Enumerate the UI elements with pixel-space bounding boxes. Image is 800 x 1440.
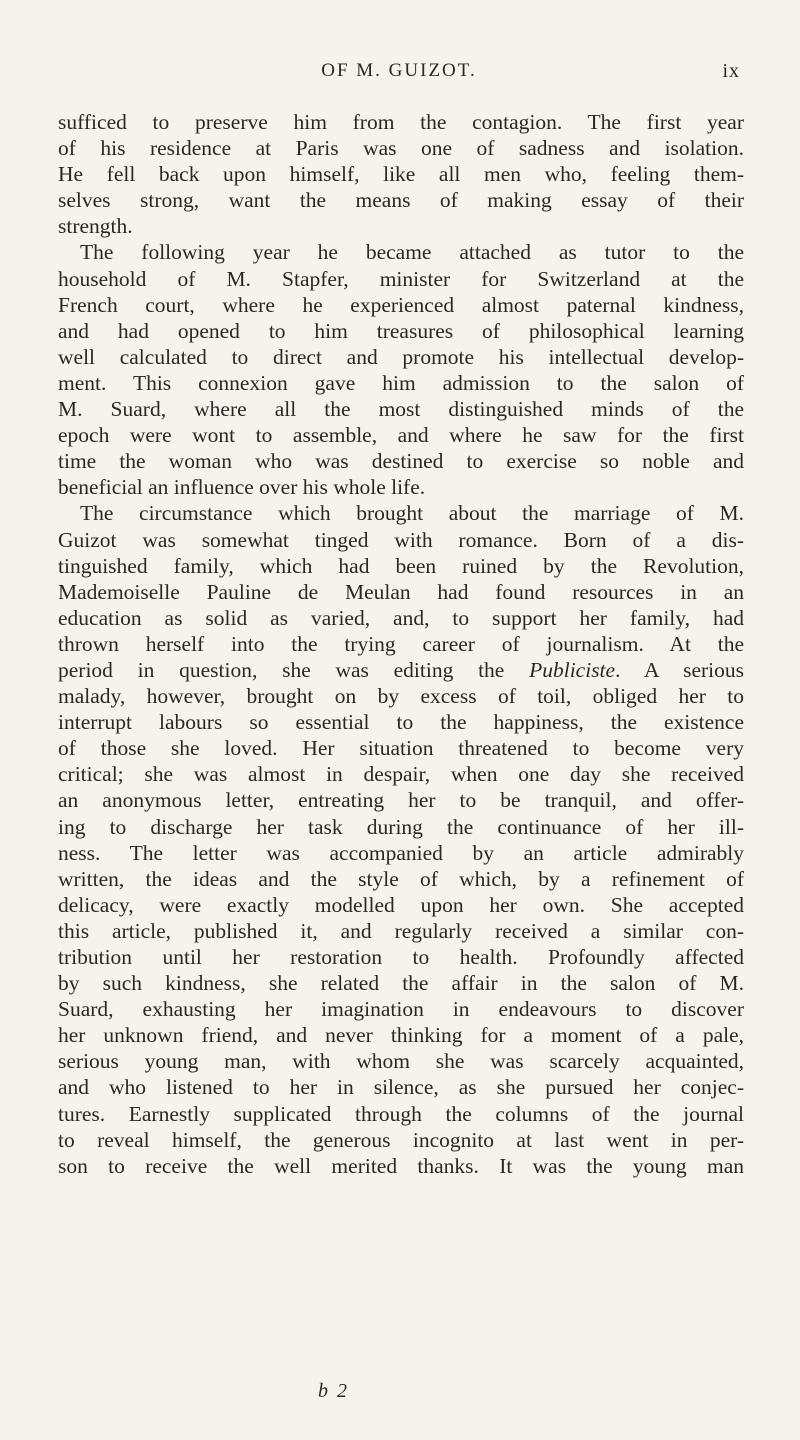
text-line: beneficial an influence over his whole life. bbox=[58, 475, 426, 500]
text-line: malady, however, brought on by excess of toil, obliged her to bbox=[58, 684, 744, 709]
running-header bbox=[58, 58, 740, 88]
text-line: household of M. Stapfer, minister for Switzerland at the bbox=[58, 266, 744, 291]
text-line: an anonymous letter, entreating her to be tranquil, and offer- bbox=[58, 788, 744, 813]
text-line: education as solid as varied, and, to support her family, had bbox=[58, 605, 744, 630]
text-line: of his residence at Paris was one of sadness and isolation. bbox=[58, 136, 744, 161]
text-line: Suard, exhausting her imagination in endeavours to discover bbox=[58, 997, 744, 1022]
text-line: thrown herself into the trying career of journalism. At the bbox=[58, 631, 744, 656]
text-line: The circumstance which brought about the marriage of M. bbox=[80, 501, 744, 526]
text-line: The following year he became attached as tutor to the bbox=[80, 240, 744, 265]
text-line: son to receive the well merited thanks. It was the young man bbox=[58, 1153, 744, 1178]
text-line: sufficed to preserve him from the contagion. The first year bbox=[58, 110, 744, 134]
text-line: selves strong, want the means of making essay of their bbox=[58, 188, 744, 213]
text-line: this article, published it, and regularly received a similar con- bbox=[58, 918, 744, 943]
text-line: tures. Earnestly supplicated through the columns of the journal bbox=[58, 1101, 744, 1126]
text-line: Guizot was somewhat tinged with romance. Born of a dis- bbox=[58, 527, 744, 552]
text-line: serious young man, with whom she was scarcely acquainted, bbox=[58, 1049, 744, 1074]
text-line: tribution until her restoration to health. Profoundly affected bbox=[58, 945, 744, 969]
text-line: French court, where he experienced almost paternal kindness, bbox=[58, 292, 744, 317]
text-line: to reveal himself, the generous incognito at last went in per- bbox=[58, 1127, 744, 1152]
text-line: Mademoiselle Pauline de Meulan had found resources in an bbox=[58, 579, 744, 604]
text-line: by such kindness, she related the affair in the salon of M. bbox=[58, 971, 744, 996]
text-line: and who listened to her in silence, as she pursued her conjec- bbox=[58, 1075, 744, 1100]
text-line: written, the ideas and the style of which, by a refinement of bbox=[58, 866, 744, 891]
text-line: critical; she was almost in despair, when one day she received bbox=[58, 762, 744, 787]
page-number: ix bbox=[722, 60, 740, 82]
text-line: and had opened to him treasures of philosophical learning bbox=[58, 318, 744, 343]
text-line: epoch were wont to assemble, and where he saw for the first bbox=[58, 423, 744, 448]
text-line: M. Suard, where all the most distinguished minds of the bbox=[58, 397, 744, 422]
text-line: strength. bbox=[58, 214, 133, 239]
text-line: time the woman who was destined to exercise so noble and bbox=[58, 449, 744, 474]
text-line: interrupt labours so essential to the happiness, the existence bbox=[58, 710, 744, 735]
text-line: well calculated to direct and promote his intellectual develop- bbox=[58, 344, 744, 369]
text-line: her unknown friend, and never thinking for a moment of a pale, bbox=[58, 1023, 744, 1048]
signature-mark: b 2 bbox=[318, 1380, 349, 1402]
text-line: of those she loved. Her situation threatened to become very bbox=[58, 736, 744, 761]
running-title: OF M. GUIZOT. bbox=[321, 60, 477, 81]
text-line: He fell back upon himself, like all men who, feeling them- bbox=[58, 162, 744, 187]
journal-title: Publiciste bbox=[529, 657, 616, 682]
text-line: ing to discharge her task during the continuance of her ill- bbox=[58, 814, 744, 839]
text-line: tinguished family, which had been ruined by the Revolution, bbox=[58, 553, 744, 578]
text-line: period in question, she was editing the Publiciste. A serious bbox=[58, 657, 744, 682]
text-line: ment. This connexion gave him admission to the salon of bbox=[58, 370, 744, 395]
body-text bbox=[58, 109, 744, 1179]
text-line: ness. The letter was accompanied by an article admirably bbox=[58, 840, 744, 865]
text-line: delicacy, were exactly modelled upon her own. She accepted bbox=[58, 892, 744, 917]
